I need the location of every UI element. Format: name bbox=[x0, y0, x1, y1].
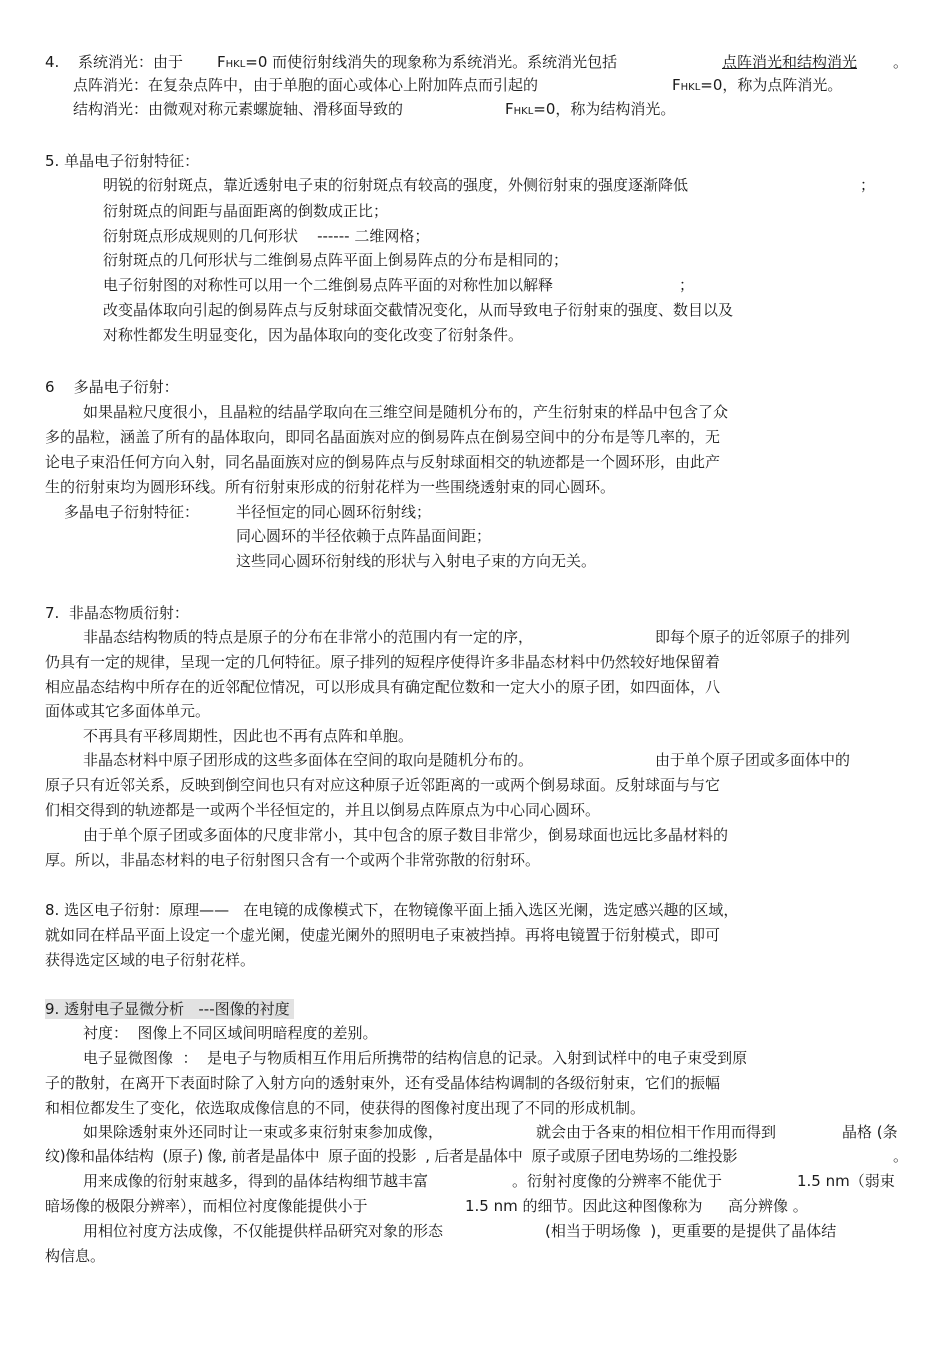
sec6-feature-3: 这些同心圆环衍射线的形状与入射电子束的方向无关。 bbox=[236, 552, 597, 570]
sec7-line10: 厚。所以，非晶态材料的电子衍射图只含有一个或两个非常弥散的衍射环。 bbox=[45, 851, 541, 869]
sec7-line7: 原子只有近邻关系，反映到倒空间也只有对应这种原子近邻距离的一或两个倒易球面。反射球面与与它 bbox=[45, 776, 721, 794]
sec9-line6b: 。 bbox=[893, 1147, 909, 1165]
sec9-line8a: 暗场像的极限分辨率），而相位衬度像能提供小于 bbox=[45, 1197, 368, 1215]
sec9-line9a: 用相位衬度方法成像，不仅能提供样品研究对象的形态 bbox=[83, 1222, 444, 1240]
sec6-title: 6 多晶电子衍射： bbox=[45, 378, 179, 396]
sec9-line2: 电子显微图像 ： 是电子与物质相互作用后所携带的结构信息的记录。入射到试样中的电子束受到原 bbox=[83, 1049, 748, 1067]
sec7-line5: 不再具有平移周期性，因此也不再有点阵和单胞。 bbox=[83, 727, 414, 745]
sec7-line1a: 非晶态结构物质的特点是原子的分布在非常小的范围内有一定的序， bbox=[83, 628, 534, 646]
sec5-line3: 衍射斑点形成规则的几何形状 ------ 二维网格； bbox=[103, 227, 430, 245]
sec5-line4: 衍射斑点的几何形状与二维倒易点阵平面上倒易阵点的分布是相同的； bbox=[103, 251, 569, 269]
sec4-formula: FHKL=0 而使衍射线消失的现象称为系统消光。系统消光包括 bbox=[217, 53, 618, 71]
sec9-line10: 构信息。 bbox=[45, 1247, 106, 1265]
sec5-line1: 明锐的衍射斑点，靠近透射电子束的衍射斑点有较高的强度，外侧衍射束的强度逐渐降低 bbox=[103, 176, 689, 194]
sec5-line7: 对称性都发生明显变化，因为晶体取向的变化改变了衍射条件。 bbox=[103, 326, 524, 344]
sec5-line1-end: ； bbox=[860, 176, 876, 194]
sec8-line3: 获得选定区域的电子衍射花样。 bbox=[45, 951, 256, 969]
sec6-para-line3: 论电子束沿任何方向入射，同名晶面族对应的倒易阵点与反射球面相交的轨迹都是一个圆环形，由此产 bbox=[45, 453, 721, 471]
sec9-line5b: 就会由于各束的相位相干作用而得到 bbox=[536, 1123, 777, 1141]
sec9-line6a: 纹)像和晶体结构 (原子) 像, 前者是晶体中 原子面的投影 , 后者是晶体中 原子或原子团电势场的二维投影 bbox=[45, 1147, 738, 1165]
sec7-line9: 由于单个原子团或多面体的尺度非常小，其中包含的原子数目非常少，倒易球面也远比多晶材料的 bbox=[83, 826, 729, 844]
sec6-feature-label: 多晶电子衍射特征： bbox=[64, 503, 200, 521]
sec4-num: 4. bbox=[45, 53, 60, 71]
sec6-para-line2: 多的晶粒，涵盖了所有的晶体取向，即同名晶面族对应的倒易阵点在倒易空间中的分布是等几率的，无 bbox=[45, 428, 721, 446]
sec5-line5-end: ； bbox=[679, 276, 695, 294]
sec9-line5c: 晶格 (条 bbox=[842, 1123, 898, 1141]
sec9-line7c: 1.5 nm（弱束 bbox=[797, 1172, 895, 1190]
sec5-line5: 电子衍射图的对称性可以用一个二维倒易点阵平面的对称性加以解释 bbox=[103, 276, 554, 294]
sec7-line6a: 非晶态材料中原子团形成的这些多面体在空间的取向是随机分布的。 bbox=[83, 751, 534, 769]
sec7-line3: 相应晶态结构中所存在的近邻配位情况，可以形成具有确定配位数和一定大小的原子团，如四面体，八 bbox=[45, 678, 721, 696]
sec4-title: 系统消光：由于 bbox=[78, 53, 184, 71]
sec9-line8c: 高分辨像 。 bbox=[728, 1197, 808, 1215]
sec5-line2: 衍射斑点的间距与晶面距离的倒数成正比； bbox=[103, 202, 389, 220]
sec7-line8: 们相交得到的轨迹都是一或两个半径恒定的，并且以倒易点阵原点为中心同心圆环。 bbox=[45, 801, 601, 819]
sec7-line2: 仍具有一定的规律，呈现一定的几何特征。原子排列的短程序使得许多非晶态材料中仍然较好地保留着 bbox=[45, 653, 721, 671]
sec4-line2: 点阵消光：在复杂点阵中，由于单胞的面心或体心上附加阵点而引起的 bbox=[73, 76, 539, 94]
sec9-line1: 衬度： 图像上不同区域间明暗程度的差别。 bbox=[83, 1024, 378, 1042]
sec6-para-line4: 生的衍射束均为圆形环线。所有衍射束形成的衍射花样为一些围绕透射束的同心圆环。 bbox=[45, 478, 616, 496]
sec9-line7b: 。衍射衬度像的分辨率不能优于 bbox=[512, 1172, 723, 1190]
sec7-title: 7. 非晶态物质衍射： bbox=[45, 604, 189, 622]
sec9-line5a: 如果除透射束外还同时让一束或多束衍射束参加成像， bbox=[83, 1123, 444, 1141]
sec5-title: 5. 单晶电子衍射特征： bbox=[45, 152, 200, 170]
sec9-line7a: 用来成像的衍射束越多，得到的晶体结构细节越丰富 bbox=[83, 1172, 429, 1190]
sec6-feature-1: 半径恒定的同心圆环衍射线； bbox=[236, 503, 432, 521]
sec9-line8b: 1.5 nm 的细节。因此这种图像称为 bbox=[465, 1197, 703, 1215]
sec9-line3: 子的散射，在离开下表面时除了入射方向的透射束外，还有受晶体结构调制的各级衍射束，它们的振幅 bbox=[45, 1074, 721, 1092]
sec7-line1b: 即每个原子的近邻原子的排列 bbox=[655, 628, 851, 646]
sec4-end: 。 bbox=[893, 53, 909, 71]
sec9-title: 9. 透射电子显微分析 ---图像的衬度 bbox=[45, 1000, 295, 1018]
sec8-line2: 就如同在样品平面上设定一个虚光阑，使虚光阑外的照明电子束被挡掉。再将电镜置于衍射模式，即可 bbox=[45, 926, 721, 944]
sec7-line4: 面体或其它多面体单元。 bbox=[45, 702, 211, 720]
sec7-line6b: 由于单个原子团或多面体中的 bbox=[655, 751, 851, 769]
sec6-para-line1: 如果晶粒尺度很小，且晶粒的结晶学取向在三维空间是随机分布的，产生衍射束的样品中包含了众 bbox=[83, 403, 729, 421]
sec6-feature-2: 同心圆环的半径依赖于点阵晶面间距； bbox=[236, 527, 492, 545]
sec4-line3-formula: FHKL=0，称为结构消光。 bbox=[505, 100, 676, 118]
sec9-line4: 和相位都发生了变化，依选取成像信息的不同，使获得的图像衬度出现了不同的形成机制。 bbox=[45, 1099, 646, 1117]
sec4-underlined-term: 点阵消光和结构消光 bbox=[722, 53, 858, 71]
sec5-line6: 改变晶体取向引起的倒易阵点与反射球面交截情况变化，从而导致电子衍射束的强度、数目以及 bbox=[103, 301, 734, 319]
sec4-line3: 结构消光：由微观对称元素螺旋轴、滑移面导致的 bbox=[73, 100, 404, 118]
sec8-line1: 8. 选区电子衍射：原理—— 在电镜的成像模式下，在物镜像平面上插入选区光阑，选定感兴趣的区域， bbox=[45, 901, 739, 919]
sec4-line2-formula: FHKL=0，称为点阵消光。 bbox=[672, 76, 843, 94]
sec9-line9b: (相当于明场像 )，更重要的是提供了晶体结 bbox=[545, 1222, 837, 1240]
